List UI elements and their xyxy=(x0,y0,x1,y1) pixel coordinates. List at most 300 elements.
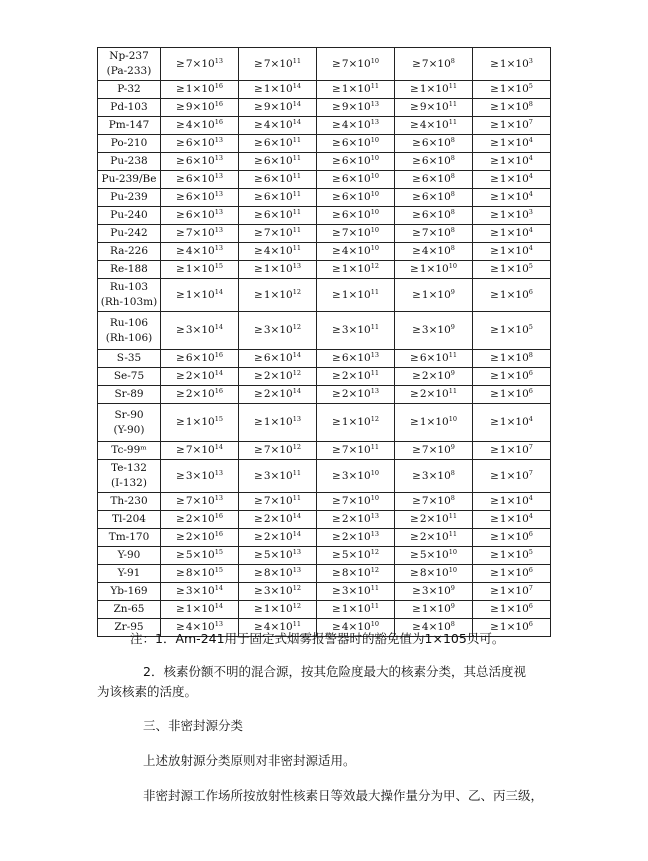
exponent: 8 xyxy=(450,172,455,180)
times-ten: ×10 xyxy=(270,531,293,543)
activity-value-cell xyxy=(473,225,551,243)
exponent: 10 xyxy=(370,136,379,144)
times-ten: ×10 xyxy=(270,263,293,275)
ge-sign: ≥ xyxy=(254,444,263,456)
ge-sign: ≥ xyxy=(490,101,499,113)
mantissa: 3 xyxy=(263,324,271,336)
ge-sign: ≥ xyxy=(412,585,421,597)
exponent: 8 xyxy=(450,208,455,216)
exponent: 6 xyxy=(528,530,533,538)
mantissa: 1 xyxy=(499,245,507,257)
exponent: 10 xyxy=(370,244,379,252)
exponent: 4 xyxy=(528,154,533,162)
nuclide-name-line: P-32 xyxy=(117,83,141,95)
exponent: 12 xyxy=(370,548,379,556)
exponent: 13 xyxy=(292,566,301,574)
mantissa: 7 xyxy=(263,57,271,70)
nuclide-name-cell xyxy=(98,511,161,529)
times-ten: ×10 xyxy=(348,209,371,221)
exponent: 3 xyxy=(528,56,533,65)
table-row xyxy=(98,225,551,243)
table-row xyxy=(98,368,551,386)
exponent: 11 xyxy=(292,172,301,180)
times-ten: ×10 xyxy=(270,603,293,615)
nuclide-name-line: Th-230 xyxy=(110,495,148,507)
mantissa: 2 xyxy=(263,388,271,400)
activity-value-cell xyxy=(317,81,395,99)
activity-value-cell xyxy=(239,601,317,619)
activity-value-cell xyxy=(317,404,395,442)
ge-sign: ≥ xyxy=(176,469,185,482)
ge-sign: ≥ xyxy=(410,567,419,579)
table-row xyxy=(98,117,551,135)
exponent: 6 xyxy=(528,602,533,610)
exponent: 6 xyxy=(528,620,533,628)
activity-value-cell xyxy=(395,48,473,81)
times-ten: ×10 xyxy=(270,173,293,185)
table-row xyxy=(98,312,551,350)
exponent: 13 xyxy=(370,351,379,359)
mantissa: 1 xyxy=(341,263,349,275)
mantissa: 6 xyxy=(185,209,193,221)
mantissa: 1 xyxy=(499,531,507,543)
exponent: 11 xyxy=(292,244,301,252)
mantissa: 2 xyxy=(341,388,349,400)
times-ten: ×10 xyxy=(192,469,215,482)
mantissa: 7 xyxy=(185,495,193,507)
nuclide-name-cell xyxy=(98,368,161,386)
mantissa: 3 xyxy=(341,469,349,482)
exponent: 13 xyxy=(214,494,223,502)
times-ten: ×10 xyxy=(270,57,293,70)
activity-value-cell xyxy=(395,511,473,529)
ge-sign: ≥ xyxy=(332,585,341,597)
mantissa: 1 xyxy=(499,495,507,507)
exponent: 9 xyxy=(450,287,455,296)
table-row xyxy=(98,529,551,547)
exponent: 6 xyxy=(528,387,533,395)
exponent: 10 xyxy=(370,172,379,180)
mantissa: 3 xyxy=(263,585,271,597)
exponent: 15 xyxy=(214,415,223,423)
mantissa: 7 xyxy=(421,227,429,239)
activity-value-cell xyxy=(395,350,473,368)
nuclide-name-line: Y-90 xyxy=(117,549,141,561)
ge-sign: ≥ xyxy=(254,388,263,400)
exponent: 14 xyxy=(214,443,223,451)
activity-value-cell xyxy=(473,261,551,279)
times-ten: ×10 xyxy=(348,324,371,336)
nuclide-name-cell xyxy=(98,529,161,547)
mantissa: 8 xyxy=(263,567,271,579)
ge-sign: ≥ xyxy=(254,469,263,482)
mantissa: 7 xyxy=(421,57,429,70)
nuclide-name-line: Sr-90 xyxy=(114,408,144,421)
mantissa: 9 xyxy=(419,101,427,113)
ge-sign: ≥ xyxy=(332,513,341,525)
ge-sign: ≥ xyxy=(176,288,185,301)
mantissa: 1 xyxy=(499,324,507,336)
times-ten: ×10 xyxy=(270,352,293,364)
mantissa: 1 xyxy=(499,191,507,203)
exponent: 12 xyxy=(370,262,379,270)
nuclide-name-line: Tl-204 xyxy=(112,513,146,525)
times-ten: ×10 xyxy=(192,444,215,456)
mantissa: 5 xyxy=(185,549,193,561)
exponent: 16 xyxy=(214,82,223,90)
activity-value-cell xyxy=(395,368,473,386)
times-ten: ×10 xyxy=(348,352,371,364)
ge-sign: ≥ xyxy=(332,549,341,561)
ge-sign: ≥ xyxy=(176,227,185,239)
exponent: 15 xyxy=(214,566,223,574)
times-ten: ×10 xyxy=(506,416,529,428)
ge-sign: ≥ xyxy=(254,352,263,364)
times-ten: ×10 xyxy=(192,388,215,400)
times-ten: ×10 xyxy=(506,621,529,633)
activity-value-cell xyxy=(239,117,317,135)
times-ten: ×10 xyxy=(270,119,293,131)
ge-sign: ≥ xyxy=(254,209,263,221)
exponent: 10 xyxy=(370,56,379,65)
nuclide-name-cell xyxy=(98,171,161,189)
nuclide-name-line: (Pa-233) xyxy=(106,65,152,77)
activity-value-cell xyxy=(161,442,239,460)
exponent: 14 xyxy=(292,530,301,538)
ge-sign: ≥ xyxy=(176,621,185,633)
times-ten: ×10 xyxy=(428,495,451,507)
times-ten: ×10 xyxy=(506,57,529,70)
exponent: 13 xyxy=(214,172,223,180)
activity-value-cell xyxy=(473,312,551,350)
activity-value-cell xyxy=(395,601,473,619)
exponent: 14 xyxy=(292,118,301,126)
exponent: 11 xyxy=(370,82,379,90)
times-ten: ×10 xyxy=(428,288,451,301)
nuclide-name-cell xyxy=(98,117,161,135)
exponent: 13 xyxy=(214,468,223,477)
activity-value-cell xyxy=(239,442,317,460)
times-ten: ×10 xyxy=(348,469,371,482)
mantissa: 1 xyxy=(499,173,507,185)
nuclide-name-cell xyxy=(98,153,161,171)
nuclide-name-line: S-35 xyxy=(116,352,142,364)
mantissa: 4 xyxy=(421,245,429,257)
mantissa: 4 xyxy=(263,245,271,257)
exponent: 10 xyxy=(370,208,379,216)
ge-sign: ≥ xyxy=(490,549,499,561)
times-ten: ×10 xyxy=(192,137,215,149)
nuclide-name-line: Pu-239/Be xyxy=(101,173,157,185)
mantissa: 6 xyxy=(421,209,429,221)
mantissa: 1 xyxy=(499,621,507,633)
mantissa: 4 xyxy=(185,621,193,633)
mantissa: 4 xyxy=(341,621,349,633)
activity-value-cell xyxy=(161,99,239,117)
ge-sign: ≥ xyxy=(254,495,263,507)
mantissa: 3 xyxy=(185,469,193,482)
paragraph-workplace-grades: 非密封源工作场所按放射性核素日等效最大操作量分为甲、乙、丙三级， xyxy=(143,788,544,803)
ge-sign: ≥ xyxy=(332,531,341,543)
ge-sign: ≥ xyxy=(412,245,421,257)
times-ten: ×10 xyxy=(192,416,215,428)
ge-sign: ≥ xyxy=(490,603,499,615)
activity-value-cell xyxy=(317,189,395,207)
activity-value-cell xyxy=(239,243,317,261)
activity-value-cell xyxy=(239,279,317,312)
mantissa: 1 xyxy=(499,137,507,149)
exponent: 13 xyxy=(292,548,301,556)
exponent: 14 xyxy=(214,369,223,377)
mantissa: 6 xyxy=(263,191,271,203)
table-row xyxy=(98,601,551,619)
exponent: 11 xyxy=(448,82,457,90)
times-ten: ×10 xyxy=(270,621,293,633)
activity-value-cell xyxy=(239,99,317,117)
activity-value-cell xyxy=(317,493,395,511)
ge-sign: ≥ xyxy=(332,469,341,482)
table-row xyxy=(98,583,551,601)
exponent: 8 xyxy=(450,154,455,162)
mantissa: 3 xyxy=(421,585,429,597)
times-ten: ×10 xyxy=(426,352,449,364)
ge-sign: ≥ xyxy=(410,119,419,131)
nuclide-name-cell xyxy=(98,565,161,583)
nuclide-name-cell xyxy=(98,493,161,511)
mantissa: 2 xyxy=(341,370,349,382)
nuclide-name-cell xyxy=(98,225,161,243)
exponent: 10 xyxy=(370,620,379,628)
ge-sign: ≥ xyxy=(490,388,499,400)
exponent: 4 xyxy=(528,190,533,198)
times-ten: ×10 xyxy=(270,209,293,221)
exponent: 9 xyxy=(450,443,455,451)
mantissa: 6 xyxy=(185,352,193,364)
ge-sign: ≥ xyxy=(254,324,263,336)
exponent: 13 xyxy=(214,154,223,162)
table-row xyxy=(98,171,551,189)
times-ten: ×10 xyxy=(506,388,529,400)
table-row xyxy=(98,442,551,460)
activity-value-cell xyxy=(473,442,551,460)
times-ten: ×10 xyxy=(270,370,293,382)
exponent: 13 xyxy=(214,244,223,252)
mantissa: 6 xyxy=(421,191,429,203)
ge-sign: ≥ xyxy=(490,513,499,525)
times-ten: ×10 xyxy=(270,567,293,579)
exponent: 7 xyxy=(528,468,533,477)
times-ten: ×10 xyxy=(192,101,215,113)
ge-sign: ≥ xyxy=(176,191,185,203)
exponent: 10 xyxy=(370,494,379,502)
times-ten: ×10 xyxy=(192,57,215,70)
mantissa: 1 xyxy=(263,416,271,428)
ge-sign: ≥ xyxy=(254,137,263,149)
times-ten: ×10 xyxy=(270,101,293,113)
exponent: 8 xyxy=(450,226,455,234)
nuclide-name-cell xyxy=(98,547,161,565)
activity-value-cell xyxy=(317,48,395,81)
exponent: 16 xyxy=(214,118,223,126)
times-ten: ×10 xyxy=(348,173,371,185)
exponent: 12 xyxy=(292,443,301,451)
activity-value-cell xyxy=(161,404,239,442)
times-ten: ×10 xyxy=(506,83,529,95)
times-ten: ×10 xyxy=(348,513,371,525)
exponent: 9 xyxy=(450,369,455,377)
times-ten: ×10 xyxy=(506,191,529,203)
times-ten: ×10 xyxy=(426,513,449,525)
times-ten: ×10 xyxy=(192,567,215,579)
exponent: 11 xyxy=(292,190,301,198)
ge-sign: ≥ xyxy=(332,352,341,364)
ge-sign: ≥ xyxy=(176,137,185,149)
exponent: 6 xyxy=(528,566,533,574)
ge-sign: ≥ xyxy=(490,119,499,131)
exponent: 11 xyxy=(370,323,379,331)
ge-sign: ≥ xyxy=(490,137,499,149)
activity-value-cell xyxy=(317,350,395,368)
times-ten: ×10 xyxy=(506,531,529,543)
ge-sign: ≥ xyxy=(254,603,263,615)
exponent: 8 xyxy=(450,190,455,198)
mantissa: 6 xyxy=(263,209,271,221)
ge-sign: ≥ xyxy=(176,245,185,257)
mantissa: 2 xyxy=(421,370,429,382)
times-ten: ×10 xyxy=(506,245,529,257)
mantissa: 1 xyxy=(499,513,507,525)
times-ten: ×10 xyxy=(506,288,529,301)
exponent: 3 xyxy=(528,208,533,216)
exponent: 12 xyxy=(292,323,301,331)
times-ten: ×10 xyxy=(506,324,529,336)
ge-sign: ≥ xyxy=(332,495,341,507)
activity-value-cell xyxy=(473,153,551,171)
times-ten: ×10 xyxy=(270,444,293,456)
activity-value-cell xyxy=(317,565,395,583)
activity-value-cell xyxy=(395,547,473,565)
ge-sign: ≥ xyxy=(412,495,421,507)
ge-sign: ≥ xyxy=(410,549,419,561)
ge-sign: ≥ xyxy=(332,227,341,239)
activity-value-cell xyxy=(161,153,239,171)
nuclide-name-cell xyxy=(98,312,161,350)
activity-value-cell xyxy=(317,171,395,189)
mantissa: 6 xyxy=(341,209,349,221)
table-row xyxy=(98,48,551,81)
ge-sign: ≥ xyxy=(490,621,499,633)
ge-sign: ≥ xyxy=(332,57,341,70)
exponent: 16 xyxy=(214,530,223,538)
nuclide-name-cell xyxy=(98,135,161,153)
times-ten: ×10 xyxy=(426,567,449,579)
activity-value-cell xyxy=(473,189,551,207)
exponent: 10 xyxy=(448,262,457,270)
activity-value-cell xyxy=(317,243,395,261)
ge-sign: ≥ xyxy=(410,83,419,95)
mantissa: 6 xyxy=(185,137,193,149)
activity-value-cell xyxy=(161,368,239,386)
activity-value-cell xyxy=(317,135,395,153)
mantissa: 2 xyxy=(185,531,193,543)
activity-value-cell xyxy=(161,312,239,350)
times-ten: ×10 xyxy=(348,57,371,70)
times-ten: ×10 xyxy=(270,549,293,561)
activity-value-cell xyxy=(239,583,317,601)
activity-value-cell xyxy=(161,207,239,225)
ge-sign: ≥ xyxy=(490,155,499,167)
activity-value-cell xyxy=(317,261,395,279)
ge-sign: ≥ xyxy=(410,531,419,543)
mantissa: 1 xyxy=(419,416,427,428)
times-ten: ×10 xyxy=(270,227,293,239)
nuclide-name-line: (Rh-106) xyxy=(105,331,153,344)
times-ten: ×10 xyxy=(506,173,529,185)
mantissa: 3 xyxy=(341,324,349,336)
exponent: 13 xyxy=(370,530,379,538)
mantissa: 1 xyxy=(185,416,193,428)
activity-value-cell xyxy=(473,243,551,261)
activity-value-cell xyxy=(473,404,551,442)
times-ten: ×10 xyxy=(192,585,215,597)
nuclide-name-line: Ru-106 xyxy=(109,316,149,329)
mantissa: 4 xyxy=(263,119,271,131)
times-ten: ×10 xyxy=(192,209,215,221)
activity-value-cell xyxy=(395,312,473,350)
mantissa: 2 xyxy=(419,388,427,400)
mantissa: 1 xyxy=(341,83,349,95)
times-ten: ×10 xyxy=(270,137,293,149)
activity-value-cell xyxy=(473,279,551,312)
nuclide-name-line: Re-188 xyxy=(110,263,148,275)
mantissa: 6 xyxy=(263,173,271,185)
exponent: 10 xyxy=(370,154,379,162)
times-ten: ×10 xyxy=(192,549,215,561)
table-row xyxy=(98,279,551,312)
times-ten: ×10 xyxy=(270,191,293,203)
times-ten: ×10 xyxy=(506,469,529,482)
activity-value-cell xyxy=(473,171,551,189)
mantissa: 3 xyxy=(421,469,429,482)
mantissa: 6 xyxy=(185,191,193,203)
ge-sign: ≥ xyxy=(332,288,341,301)
mantissa: 7 xyxy=(341,227,349,239)
times-ten: ×10 xyxy=(428,585,451,597)
ge-sign: ≥ xyxy=(490,83,499,95)
mantissa: 2 xyxy=(185,370,193,382)
exponent: 14 xyxy=(292,100,301,108)
times-ten: ×10 xyxy=(192,191,215,203)
times-ten: ×10 xyxy=(506,209,529,221)
activity-value-cell xyxy=(317,207,395,225)
mantissa: 1 xyxy=(499,444,507,456)
ge-sign: ≥ xyxy=(176,209,185,221)
ge-sign: ≥ xyxy=(410,388,419,400)
ge-sign: ≥ xyxy=(410,263,419,275)
ge-sign: ≥ xyxy=(412,209,421,221)
nuclide-name-cell xyxy=(98,48,161,81)
exponent: 13 xyxy=(370,118,379,126)
activity-value-cell xyxy=(161,171,239,189)
activity-value-cell xyxy=(317,279,395,312)
ge-sign: ≥ xyxy=(254,585,263,597)
exponent: 12 xyxy=(292,369,301,377)
ge-sign: ≥ xyxy=(176,352,185,364)
ge-sign: ≥ xyxy=(176,549,185,561)
mantissa: 1 xyxy=(263,263,271,275)
activity-value-cell xyxy=(161,529,239,547)
mantissa: 2 xyxy=(419,513,427,525)
